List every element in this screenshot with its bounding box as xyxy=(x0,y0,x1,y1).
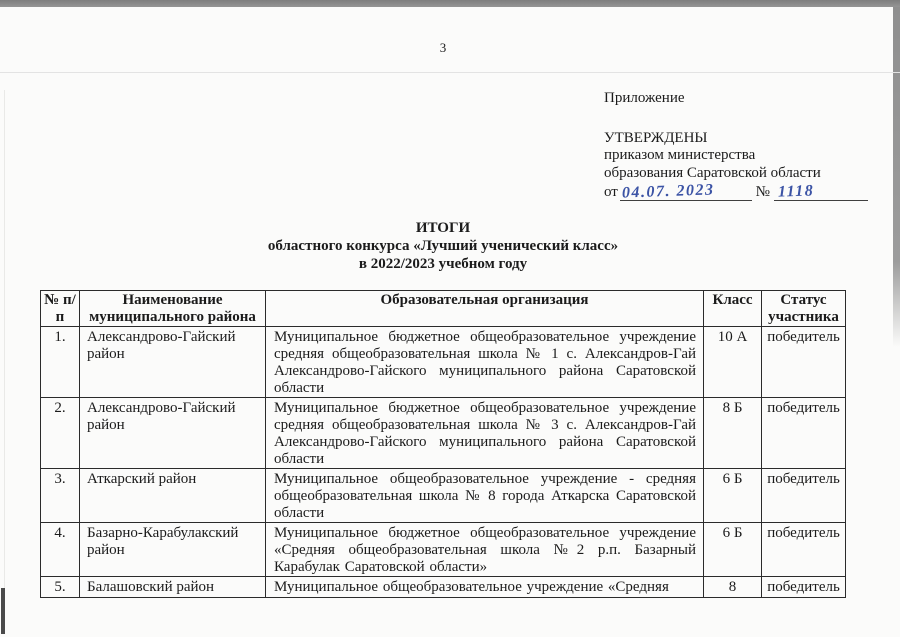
cell-num: 4. xyxy=(41,523,80,577)
title-line-3: в 2022/2023 учебном году xyxy=(358,256,528,272)
order-date-underline xyxy=(620,181,752,202)
header-cell-num: № п/п xyxy=(41,291,80,327)
order-line xyxy=(604,181,868,202)
cell-class: 6 Б xyxy=(704,523,762,577)
cell-class: 8 xyxy=(704,577,762,598)
table-row xyxy=(41,523,846,577)
scan-artifact-mark xyxy=(1,588,5,634)
header-cell-class: Класс xyxy=(704,291,762,327)
title-line-2: областного конкурса «Лучший ученический класс» xyxy=(267,238,619,254)
cell-status: победитель xyxy=(762,398,846,469)
cell-district: Александрово-Гайский район xyxy=(80,398,266,469)
scan-edge-left xyxy=(4,90,5,620)
cell-num: 1. xyxy=(41,327,80,398)
cell-num: 5. xyxy=(41,577,80,598)
header-cell-organization: Образовательная организация xyxy=(266,291,704,327)
order-number-sign: № xyxy=(755,184,770,200)
appendix-label: Приложение xyxy=(604,90,685,106)
cell-organization: Муниципальное бюджетное общеобразовательное учреждение «Средняя общеобразовательная школа №2 р.п. Базарный Карабулак Саратовской области» xyxy=(266,523,704,577)
cell-status: победитель xyxy=(762,523,846,577)
order-prefix: от xyxy=(604,184,618,200)
cell-status: победитель xyxy=(762,469,846,523)
cell-status: победитель xyxy=(762,577,846,598)
cell-district: Александрово-Гайский район xyxy=(80,327,266,398)
cell-district: Балашовский район xyxy=(80,577,266,598)
cell-organization: Муниципальное общеобразовательное учреждение - средняя общеобразовательная школа № 8 города Аткарска Саратовской области xyxy=(266,469,704,523)
order-number-underline xyxy=(774,184,868,201)
page-number: 3 xyxy=(439,40,447,55)
cell-num: 2. xyxy=(41,398,80,469)
table-row xyxy=(41,327,846,398)
header-cell-district: Наименование муниципального района xyxy=(80,291,266,327)
cell-district: Аткарский район xyxy=(80,469,266,523)
scan-edge-right xyxy=(893,7,900,347)
cell-organization: Муниципальное бюджетное общеобразовательное учреждение средняя общеобразовательная школа № 3 с. Александров-Гай Александрово-Гайского муниципального района Саратовской области xyxy=(266,398,704,469)
cell-class: 6 Б xyxy=(704,469,762,523)
cell-class: 8 Б xyxy=(704,398,762,469)
approved-line-2: приказом министерства xyxy=(604,147,756,163)
cell-district: Базарно-Карабулакский район xyxy=(80,523,266,577)
order-number-handwritten: 1118 xyxy=(777,182,815,201)
appendix-block xyxy=(604,90,868,202)
cell-status: победитель xyxy=(762,327,846,398)
table-header-row xyxy=(41,291,846,327)
table-row xyxy=(41,398,846,469)
cell-organization: Муниципальное бюджетное общеобразовательное учреждение средняя общеобразовательная школа № 1 с. Александров-Гай Александрово-Гайского муниципального района Саратовской области xyxy=(266,327,704,398)
scan-edge-top xyxy=(0,0,900,7)
cell-class: 10 А xyxy=(704,327,762,398)
header-cell-status: Статус участника xyxy=(762,291,846,327)
table-row xyxy=(41,577,846,598)
results-table xyxy=(40,290,846,598)
scan-seam-line xyxy=(0,72,900,73)
approved-line-1: УТВЕРЖДЕНЫ xyxy=(604,129,708,146)
cell-num: 3. xyxy=(41,469,80,523)
title-line-1: ИТОГИ xyxy=(415,220,471,236)
table-row xyxy=(41,469,846,523)
approved-line-3: образования Саратовской области xyxy=(604,164,821,181)
document-title xyxy=(0,219,886,273)
order-date-handwritten: 04.07. 2023 xyxy=(621,181,715,202)
cell-organization: Муниципальное общеобразовательное учреждение «Средняя xyxy=(266,577,704,598)
